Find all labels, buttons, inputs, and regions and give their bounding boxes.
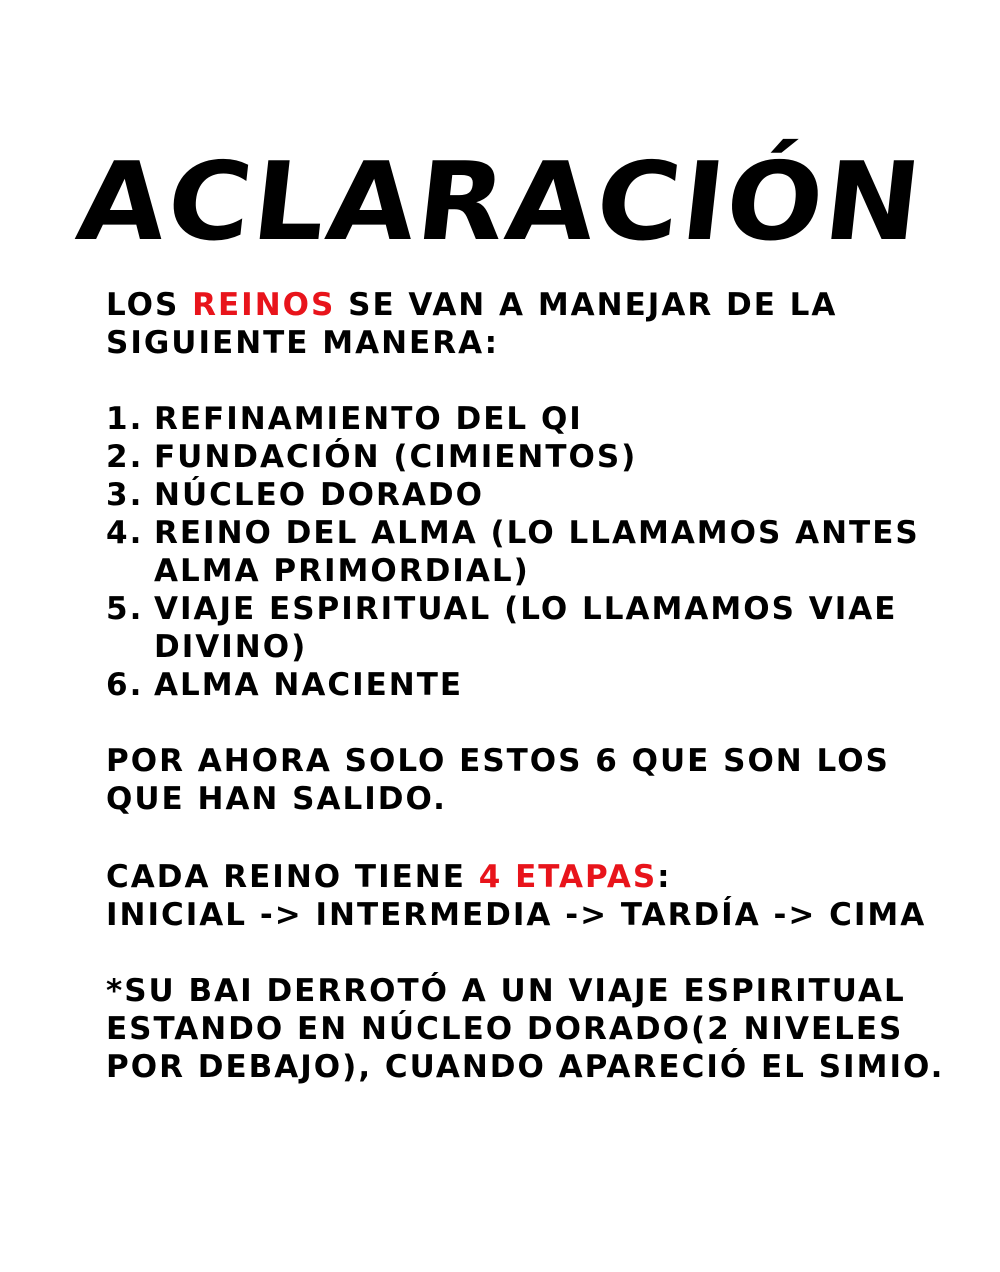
intro-paragraph	[106, 286, 906, 362]
footnote-line-3: POR DEBAJO), CUANDO APARECIÓ EL SIMIO.	[106, 1049, 945, 1085]
realm-count-note-line-1: POR AHORA SOLO ESTOS 6 QUE SON LOS	[106, 743, 890, 779]
list-item-number: 4.	[106, 515, 144, 551]
stages-text-end: :	[657, 859, 672, 895]
list-item	[106, 590, 906, 666]
list-item-text-continued: ALMA PRIMORDIAL)	[154, 553, 530, 589]
list-item-number: 2.	[106, 439, 144, 475]
footnote-line-1: *SU BAI DERROTÓ A UN VIAJE ESPIRITUAL	[106, 973, 906, 1009]
footnote	[106, 972, 945, 1086]
list-item	[106, 438, 906, 476]
realms-list	[106, 400, 920, 704]
realm-count-note	[106, 742, 906, 818]
stages-text-start: CADA REINO TIENE	[106, 859, 479, 895]
list-item-text: NÚCLEO DORADO	[154, 477, 484, 513]
list-item-text: ALMA NACIENTE	[154, 667, 464, 703]
stages-sequence: INICIAL -> INTERMEDIA -> TARDÍA -> CIMA	[106, 897, 927, 933]
list-item-number: 6.	[106, 667, 144, 703]
page-title: ACLARACIÓN	[71, 140, 929, 265]
realm-count-note-line-2: QUE HAN SALIDO.	[106, 781, 447, 817]
list-item-text: VIAJE ESPIRITUAL (LO LLAMAMOS VIAE	[154, 591, 898, 627]
list-item-text: REINO DEL ALMA (LO LLAMAMOS ANTES	[154, 515, 920, 551]
list-item-number: 5.	[106, 591, 144, 627]
stages-highlight: 4 ETAPAS	[478, 859, 658, 895]
list-item-number: 3.	[106, 477, 144, 513]
list-item	[106, 514, 920, 590]
stages-note-line-1	[106, 858, 906, 896]
list-item	[106, 666, 906, 704]
intro-text-end: SE VAN A MANEJAR DE LA	[335, 287, 838, 323]
footnote-line-2: ESTANDO EN NÚCLEO DORADO(2 NIVELES	[106, 1011, 904, 1047]
list-item	[106, 476, 906, 514]
list-item-number: 1.	[106, 401, 144, 437]
list-item-text-continued: DIVINO)	[154, 629, 308, 665]
realms-highlight: REINOS	[192, 287, 336, 323]
intro-text-start: LOS	[106, 287, 193, 323]
list-item-text: FUNDACIÓN (CIMIENTOS)	[154, 439, 638, 475]
list-item-text: REFINAMIENTO DEL QI	[154, 401, 583, 437]
intro-line-1	[106, 286, 906, 324]
intro-line-2: SIGUIENTE MANERA:	[106, 325, 500, 361]
stages-note	[106, 858, 927, 934]
list-item	[106, 400, 906, 438]
